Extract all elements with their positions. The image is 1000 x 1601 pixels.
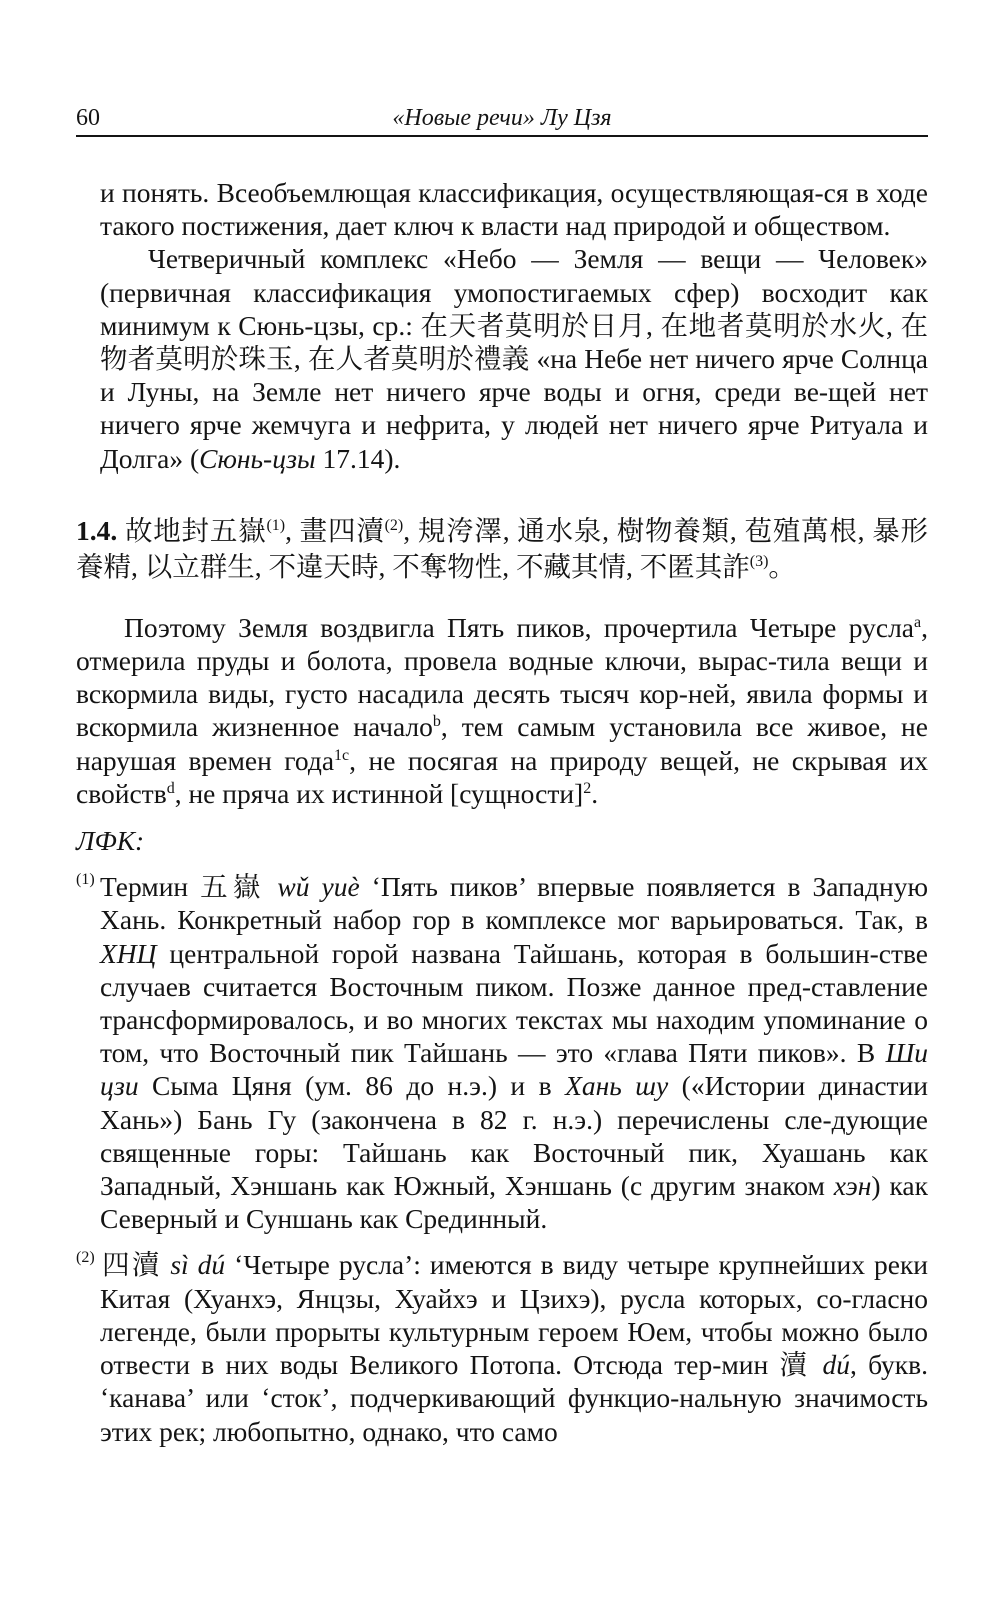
note-marker: (1) bbox=[76, 871, 95, 889]
page-header bbox=[76, 103, 928, 137]
translation-paragraph bbox=[76, 611, 928, 810]
section-number: 1.4. bbox=[76, 514, 118, 546]
source-abbreviation: ХНЦ bbox=[100, 937, 157, 969]
footnote-ref: a bbox=[914, 613, 922, 631]
paragraph-text: 17.14). bbox=[315, 442, 401, 474]
page-body bbox=[76, 176, 929, 1448]
translation-text: , не пряча их истинной [сущности] bbox=[174, 777, 584, 809]
note-text: Сыма Цяня (ум. 86 до н.э.) и в bbox=[138, 1070, 566, 1102]
footnote-ref: 2 bbox=[583, 779, 592, 797]
note-ref: (3) bbox=[749, 552, 769, 570]
commentary-label: ЛФК: bbox=[76, 825, 145, 857]
note-text: , букв. ‘канава’ или ‘сток’, подчеркивающий функцио-нальную значимость этих рек; любопытно, однако, что само bbox=[100, 1349, 928, 1447]
note-text: Термин 五嶽 bbox=[100, 871, 278, 903]
chinese-text: 故地封五嶽 bbox=[124, 514, 267, 546]
note-text: («Истории династии Хань») Бань Гу (закончена в 82 г. н.э.) перечислены сле-дующие священные горы: Тайшань как Восточный пик, Хуашань как Западный, Хэншань как Южный, Хэншань (с другим знаком bbox=[100, 1070, 928, 1202]
section-chinese-text bbox=[76, 513, 928, 585]
running-title: «Новые речи» Лу Цзя bbox=[392, 105, 612, 131]
note-text: ) как Северный и Суншань как Срединный. bbox=[100, 1170, 928, 1235]
note-text: ‘Пять пиков’ впервые появляется в Западную Хань. Конкретный набор гор в комплексе мог варьироваться. Так, в bbox=[100, 871, 928, 936]
note-ref: (1) bbox=[266, 516, 286, 534]
source-title: Хань шу bbox=[565, 1070, 669, 1102]
note-text: 四瀆 bbox=[100, 1249, 171, 1281]
paragraph-fourfold-complex bbox=[100, 242, 928, 474]
chinese-text: 。 bbox=[768, 550, 796, 582]
translation-text: , тем самым установила все живое, не нарушая времен года bbox=[76, 711, 928, 776]
source-title: Сюнь-цзы bbox=[199, 442, 316, 474]
footnote-ref: 1c bbox=[334, 746, 350, 764]
page-number: 60 bbox=[76, 105, 100, 131]
footnote-ref: d bbox=[166, 779, 175, 797]
note-text: центральной горой названа Тайшань, которая в большин-стве случаев считается Восточным пиком. Позже данное пред-ставление трансформировалось, и во многих текстах мы находим упоминание о том, что Восточный пик Тайшань — это «глава Пяти пиков». В bbox=[100, 937, 928, 1069]
source-title: Ши цзи bbox=[100, 1037, 928, 1102]
term-transliteration: wǔ yuè bbox=[277, 871, 360, 903]
footnote-ref: b bbox=[432, 713, 441, 731]
chinese-text: , 畫四瀆 bbox=[285, 514, 385, 546]
chinese-text: , 規洿澤, 通水泉, 樹物養類, 苞殖萬根, 暴形養精, 以立群生, 不違天時, 不奪物性, 不藏其情, 不匿其詐 bbox=[76, 514, 929, 582]
translation-text: Поэтому Земля воздвигла Пять пиков, прочертила Четыре русла bbox=[124, 611, 915, 643]
paragraph-intro: и понять. Всеобъемлющая классификация, осуществляющая-ся в ходе такого постижения, дает ключ к власти над природой и обществом. bbox=[100, 177, 928, 242]
note-ref: (2) bbox=[384, 516, 404, 534]
term-transliteration: dú bbox=[822, 1349, 850, 1381]
term-transliteration: хэн bbox=[833, 1170, 872, 1202]
paragraph-text: Четверичный комплекс «Небо — Земля — вещи — Человек» (первичная классификация умопостигаемых сфер) восходит как минимум к Сюнь-цзы, ср.: 在天者莫明於日月, 在地者莫明於水火, 在物者莫明於珠玉, 在人者莫明於禮義 «на Небе нет ничего ярче Солнца и Луны, на Земле нет ничего ярче воды и огня, среди ве-щей нет ничего ярче жемчуга и нефрита, у людей нет ничего ярче Ритуала и Долга» ( bbox=[100, 243, 928, 474]
commentary-note-1 bbox=[76, 863, 928, 1235]
translation-text: , не посягая на природу вещей, не скрывая их свойств bbox=[76, 744, 928, 809]
translation-text: . bbox=[591, 777, 599, 809]
note-text: ‘Четыре русла’: имеются в виду четыре крупнейших реки Китая (Хуанхэ, Янцзы, Хуайхэ и Цзихэ), русла которых, со-гласно легенде, были прорыты культурным героем Юем, чтобы можно было отвести в них воды Великого Потопа. Отсюда тер-мин 瀆 bbox=[100, 1249, 929, 1381]
commentary-note-2 bbox=[76, 1241, 929, 1447]
note-marker: (2) bbox=[76, 1249, 95, 1267]
translation-text: , отмерила пруды и болота, провела водные ключи, вырас-тила вещи и вскормила виды, густо насадила десять тысяч кор-ней, явила формы и вскормила жизненное начало bbox=[76, 611, 928, 743]
term-transliteration: sì dú bbox=[170, 1249, 226, 1281]
